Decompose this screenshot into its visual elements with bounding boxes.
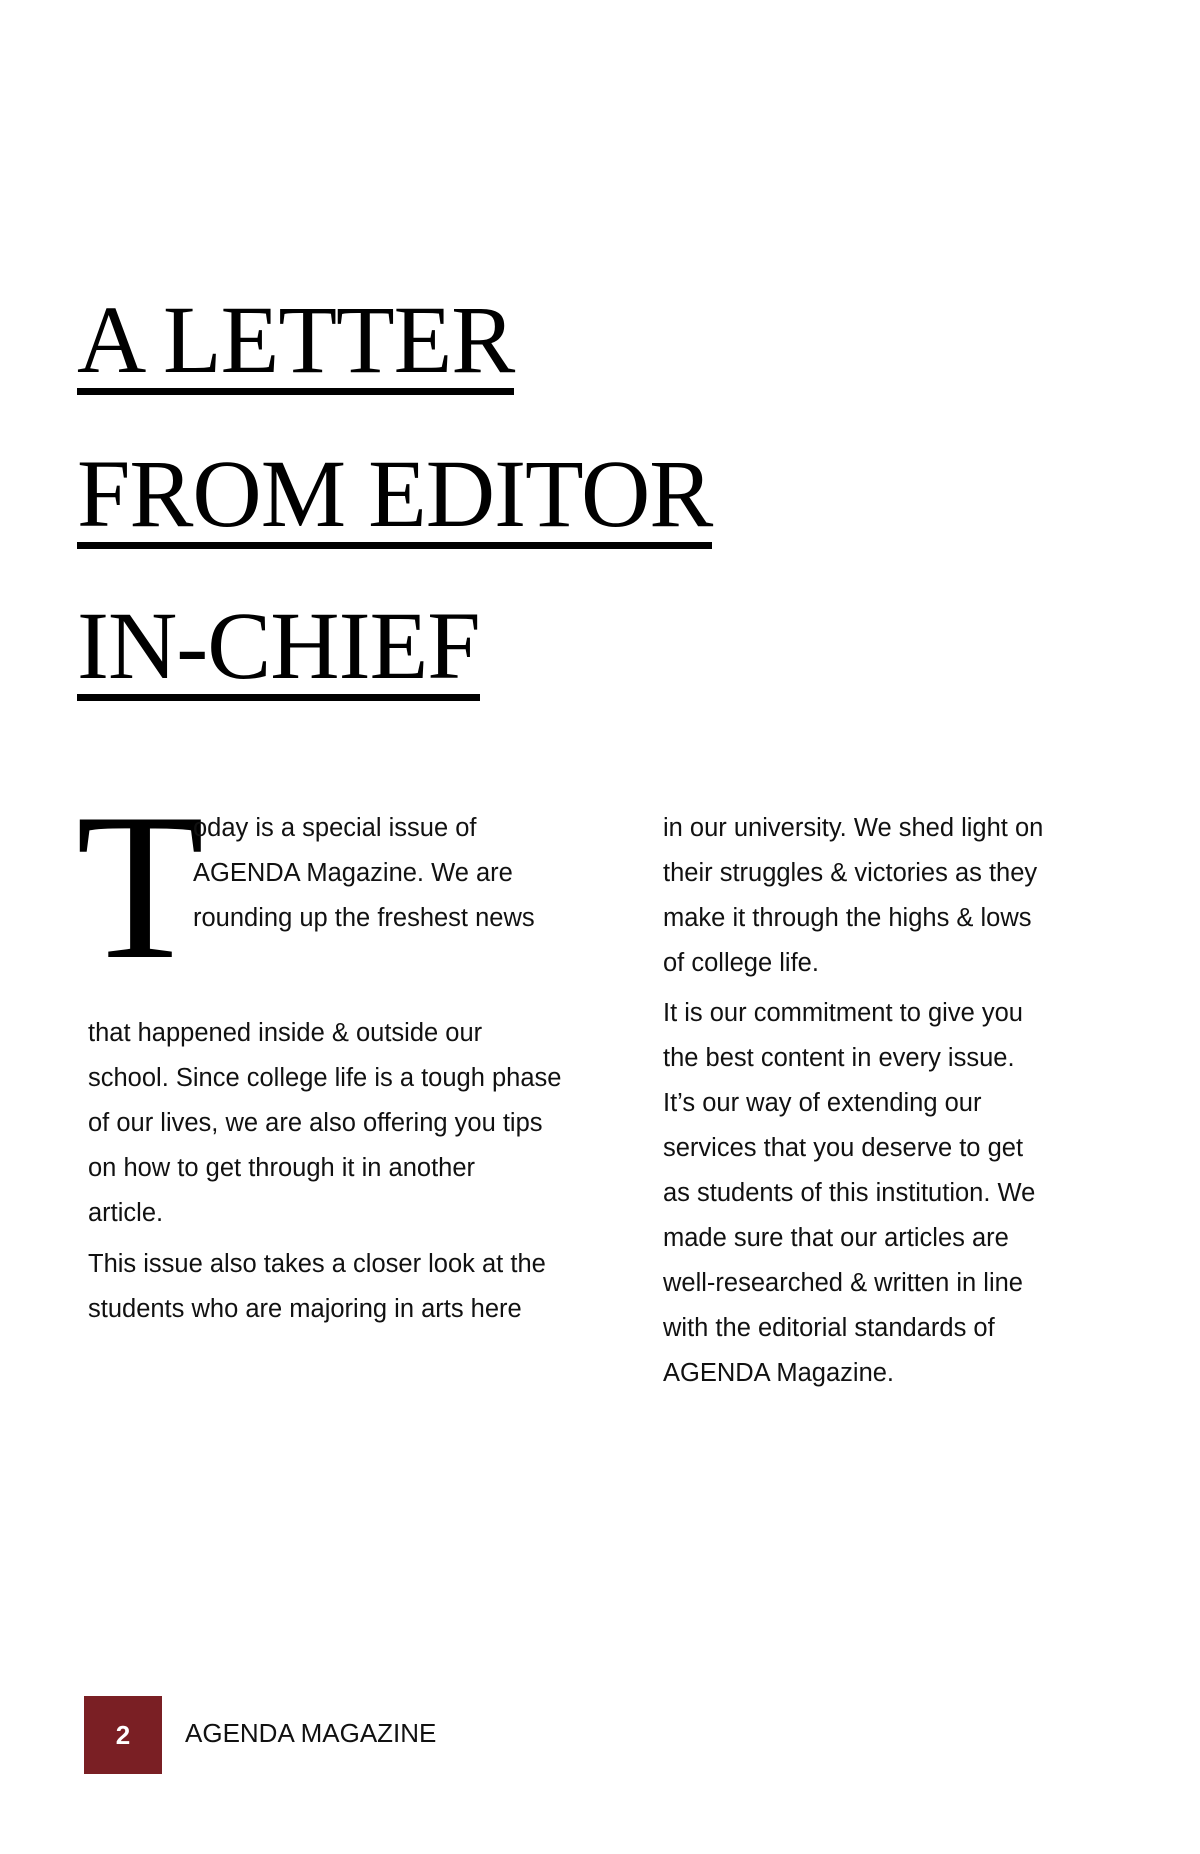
intro-paragraph <box>193 806 535 941</box>
col1-paragraph-1 <box>88 1011 561 1236</box>
text-line: well-researched & written in line <box>663 1269 1023 1297</box>
text-line: article. <box>88 1199 164 1227</box>
text-line: in our university. We shed light on <box>663 814 1044 842</box>
text-line: AGENDA Magazine. <box>663 1359 895 1387</box>
page-number-badge: 2 <box>84 1696 162 1774</box>
text-line: oday is a special issue of <box>193 814 477 842</box>
drop-cap: T <box>76 771 205 1003</box>
text-line: It is our commitment to give you <box>663 999 1023 1027</box>
text-line: their struggles & victories as they <box>663 859 1038 887</box>
text-line: that happened inside & outside our <box>88 1019 483 1047</box>
text-line: students who are majoring in arts here <box>88 1295 522 1323</box>
text-line: the best content in every issue. <box>663 1044 1015 1072</box>
title-line-1: A LETTER <box>77 286 515 393</box>
text-line: on how to get through it in another <box>88 1154 476 1182</box>
text-line: of college life. <box>663 949 819 977</box>
text-line: This issue also takes a closer look at the <box>88 1250 546 1278</box>
title-line-3: IN-CHIEF <box>77 592 480 699</box>
title-line-2: FROM EDITOR <box>77 440 713 547</box>
text-line: school. Since college life is a tough phase <box>88 1064 562 1092</box>
text-line: services that you deserve to get <box>663 1134 1024 1162</box>
text-line: of our lives, we are also offering you tips <box>88 1109 543 1137</box>
text-line: made sure that our articles are <box>663 1224 1009 1252</box>
text-line: as students of this institution. We <box>663 1179 1036 1207</box>
text-line: AGENDA Magazine. We are <box>193 859 513 887</box>
text-line: It’s our way of extending our <box>663 1089 982 1117</box>
col2-paragraph-2 <box>663 991 1035 1396</box>
text-line: make it through the highs & lows <box>663 904 1032 932</box>
col2-paragraph-1 <box>663 806 1043 986</box>
footer-publication-name: AGENDA MAGAZINE <box>185 1718 437 1748</box>
col1-paragraph-2 <box>88 1242 546 1332</box>
text-line: with the editorial standards of <box>663 1314 995 1342</box>
text-line: rounding up the freshest news <box>193 904 535 932</box>
